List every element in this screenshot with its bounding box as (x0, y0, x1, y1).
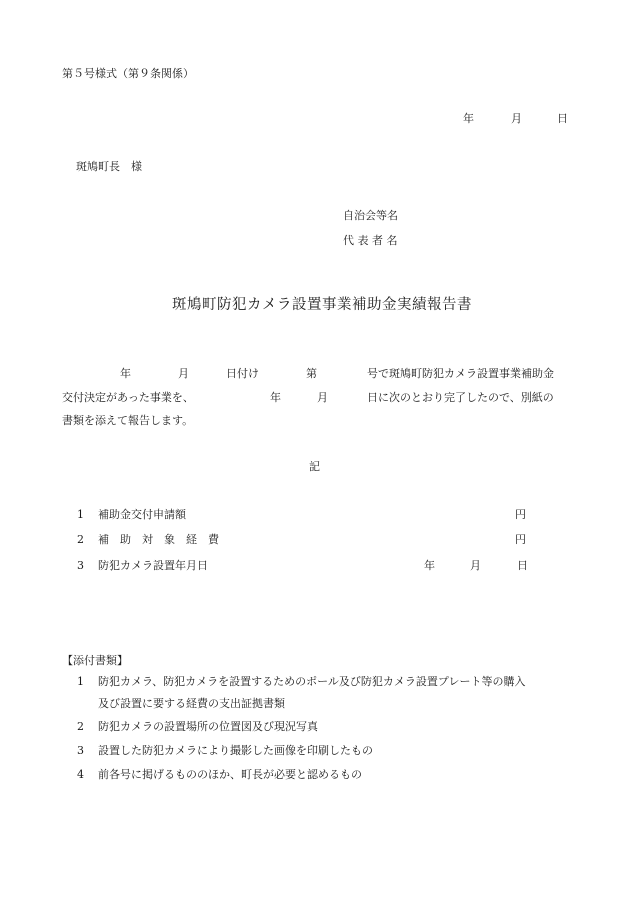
document-title: 斑鳩町防犯カメラ設置事業補助金実績報告書 (172, 297, 472, 313)
attachment-text: 防犯カメラの設置場所の位置図及び現況写真 (98, 720, 318, 733)
attachment-number: 4 (77, 768, 84, 781)
item-month-label: 月 (470, 559, 481, 572)
attachment-text-continued: 及び設置に要する経費の支出証拠書類 (98, 697, 285, 710)
date-month-label: 月 (511, 112, 522, 125)
attachment-text: 前各号に掲げるもののほか、町長が必要と認めるもの (98, 768, 362, 781)
body-line2-start: 交付決定があった事業を、 (62, 391, 194, 404)
item-unit-yen: 円 (515, 508, 526, 521)
item-day-label: 日 (517, 559, 528, 572)
item-label-grant-amount: 補助金交付申請額 (98, 508, 186, 521)
form-number: 第５号様式（第９条関係） (62, 67, 194, 80)
representative-name-label: 代 表 者 名 (343, 234, 398, 247)
ki-heading: 記 (309, 460, 320, 473)
attachment-number: 3 (77, 744, 84, 757)
date-day-label: 日 (557, 112, 568, 125)
attachment-number: 1 (77, 675, 84, 688)
body-line1-rest: 号で斑鳩町防犯カメラ設置事業補助金 (367, 367, 554, 380)
item-label-eligible-costs: 補 助 対 象 経 費 (98, 533, 219, 546)
item-label-installation-date: 防犯カメラ設置年月日 (98, 559, 208, 572)
association-name-label: 自治会等名 (343, 209, 398, 222)
item-number: 1 (77, 508, 84, 521)
attachments-heading: 【添付書類】 (62, 654, 128, 667)
body-line3: 書類を添えて報告します。 (62, 414, 194, 427)
body-month-label: 月 (178, 367, 189, 380)
body-number-prefix: 第 (306, 367, 317, 380)
attachment-text: 防犯カメラ、防犯カメラを設置するためのポール及び防犯カメラ設置プレート等の購入 (98, 675, 526, 688)
item-year-label: 年 (424, 559, 435, 572)
body-line2-year-label: 年 (270, 391, 281, 404)
body-line2-rest: 日に次のとおり完了したので、別紙の (367, 391, 554, 404)
body-line2-month-label: 月 (317, 391, 328, 404)
item-number: 2 (77, 533, 84, 546)
date-year-label: 年 (463, 112, 474, 125)
attachment-text: 設置した防犯カメラにより撮影した画像を印刷したもの (98, 744, 373, 757)
attachment-number: 2 (77, 720, 84, 733)
body-dated-label: 日付け (226, 367, 259, 380)
body-year-label: 年 (120, 367, 131, 380)
addressee: 斑鳩町長 様 (76, 160, 142, 173)
item-number: 3 (77, 559, 84, 572)
item-unit-yen: 円 (515, 533, 526, 546)
